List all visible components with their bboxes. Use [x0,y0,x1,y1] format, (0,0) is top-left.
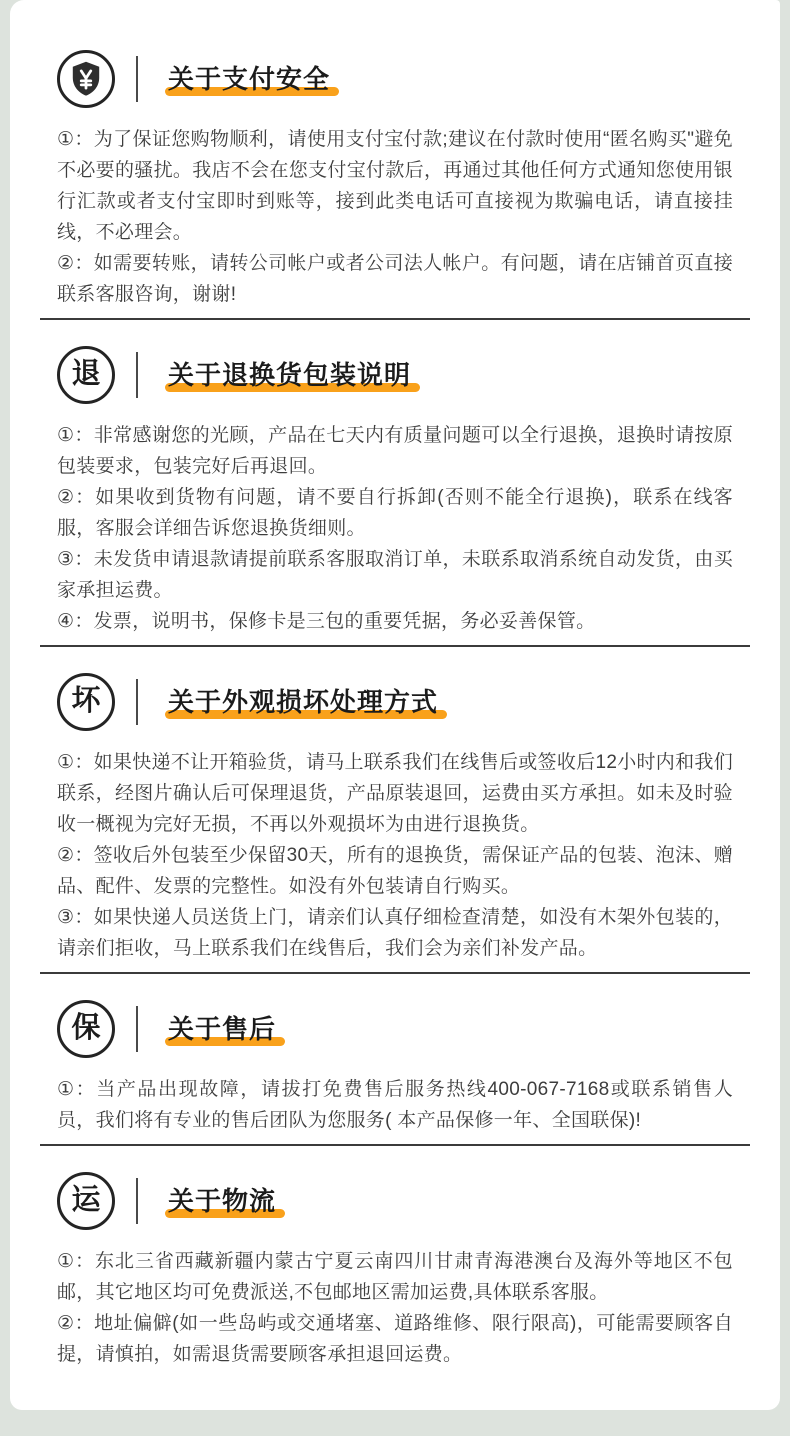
warranty-icon-char: 保 [71,1011,101,1044]
shield-yen-icon [57,50,115,108]
paragraph: ③：未发货申请退款请提前联系客服取消订单，未联系取消系统自动发货，由买家承担运费。 [57,549,733,601]
section-header [57,1172,733,1230]
paragraph: ④：发票，说明书，保修卡是三包的重要凭据，务必妥善保管。 [57,611,596,632]
section-header [57,50,733,108]
section-title: 关于支付安全 [168,63,331,94]
section-title: 关于售后 [168,1013,277,1044]
paragraph: ①：为了保证您购物顺利，请使用支付宝付款;建议在付款时使用“匿名购买"避免不必要的骚扰。我店不会在您支付宝付款后，再通过其他任何方式通知您使用银行汇款或者支付宝即时到账等，接到此类电话可直接视为欺骗电话，请直接挂线，不必理会。 [57,129,733,243]
section-title: 关于退换货包装说明 [168,359,412,390]
paragraph: ②：如果收到货物有问题，请不要自行拆卸(否则不能全行退换)，联系在线客服，客服会详细告诉您退换货细则。 [57,487,733,539]
section-after-sales [40,974,750,1144]
damage-icon-char: 坏 [71,684,101,717]
notice-card [10,0,780,1410]
paragraph: ①：如果快递不让开箱验货，请马上联系我们在线售后或签收后12小时内和我们联系，经图片确认后可保理退货，产品原装退回，运费由买方承担。如未及时验收一概视为完好无损，不再以外观损坏为由进行退换货。 [57,752,733,835]
section-header [57,1000,733,1058]
paragraph: ②：签收后外包装至少保留30天，所有的退换货，需保证产品的包装、泡沫、赠品、配件、发票的完整性。如没有外包装请自行购买。 [57,845,733,897]
section-header [57,346,733,404]
paragraph: ①：非常感谢您的光顾，产品在七天内有质量问题可以全行退换，退换时请按原包装要求，包装完好后再退回。 [57,425,733,477]
damage-circle-icon [57,673,115,731]
return-icon-char: 退 [71,357,101,390]
section-logistics [40,1146,750,1378]
header-divider [136,1178,138,1224]
header-divider [136,352,138,398]
paragraph: ①：东北三省西藏新疆内蒙古宁夏云南四川甘肃青海港澳台及海外等地区不包邮，其它地区均可免费派送,不包邮地区需加运费,具体联系客服。 [57,1251,733,1303]
section-payment-security [40,0,750,318]
header-divider [136,679,138,725]
section-title: 关于物流 [168,1185,277,1216]
section-title: 关于外观损坏处理方式 [168,686,439,717]
section-damage-handling [40,647,750,972]
paragraph: ③：如果快递人员送货上门，请亲们认真仔细检查清楚，如没有木架外包装的，请亲们拒收，马上联系我们在线售后，我们会为亲们补发产品。 [57,907,733,959]
paragraph: ①：当产品出现故障，请拔打免费售后服务热线400-067-7168或联系销售人员，我们将有专业的售后团队为您服务( 本产品保修一年、全国联保)! [57,1079,733,1131]
section-return-packaging [40,320,750,645]
shipping-circle-icon [57,1172,115,1230]
paragraph: ②：地址偏僻(如一些岛屿或交通堵塞、道路维修、限行限高)，可能需要顾客自提，请慎拍，如需退货需要顾客承担退回运费。 [57,1313,733,1365]
shipping-icon-char: 运 [71,1183,101,1216]
paragraph: ②：如需要转账，请转公司帐户或者公司法人帐户。有问题，请在店铺首页直接联系客服咨询，谢谢! [57,253,733,305]
warranty-circle-icon [57,1000,115,1058]
header-divider [136,1006,138,1052]
section-header [57,673,733,731]
header-divider [136,56,138,102]
return-circle-icon [57,346,115,404]
